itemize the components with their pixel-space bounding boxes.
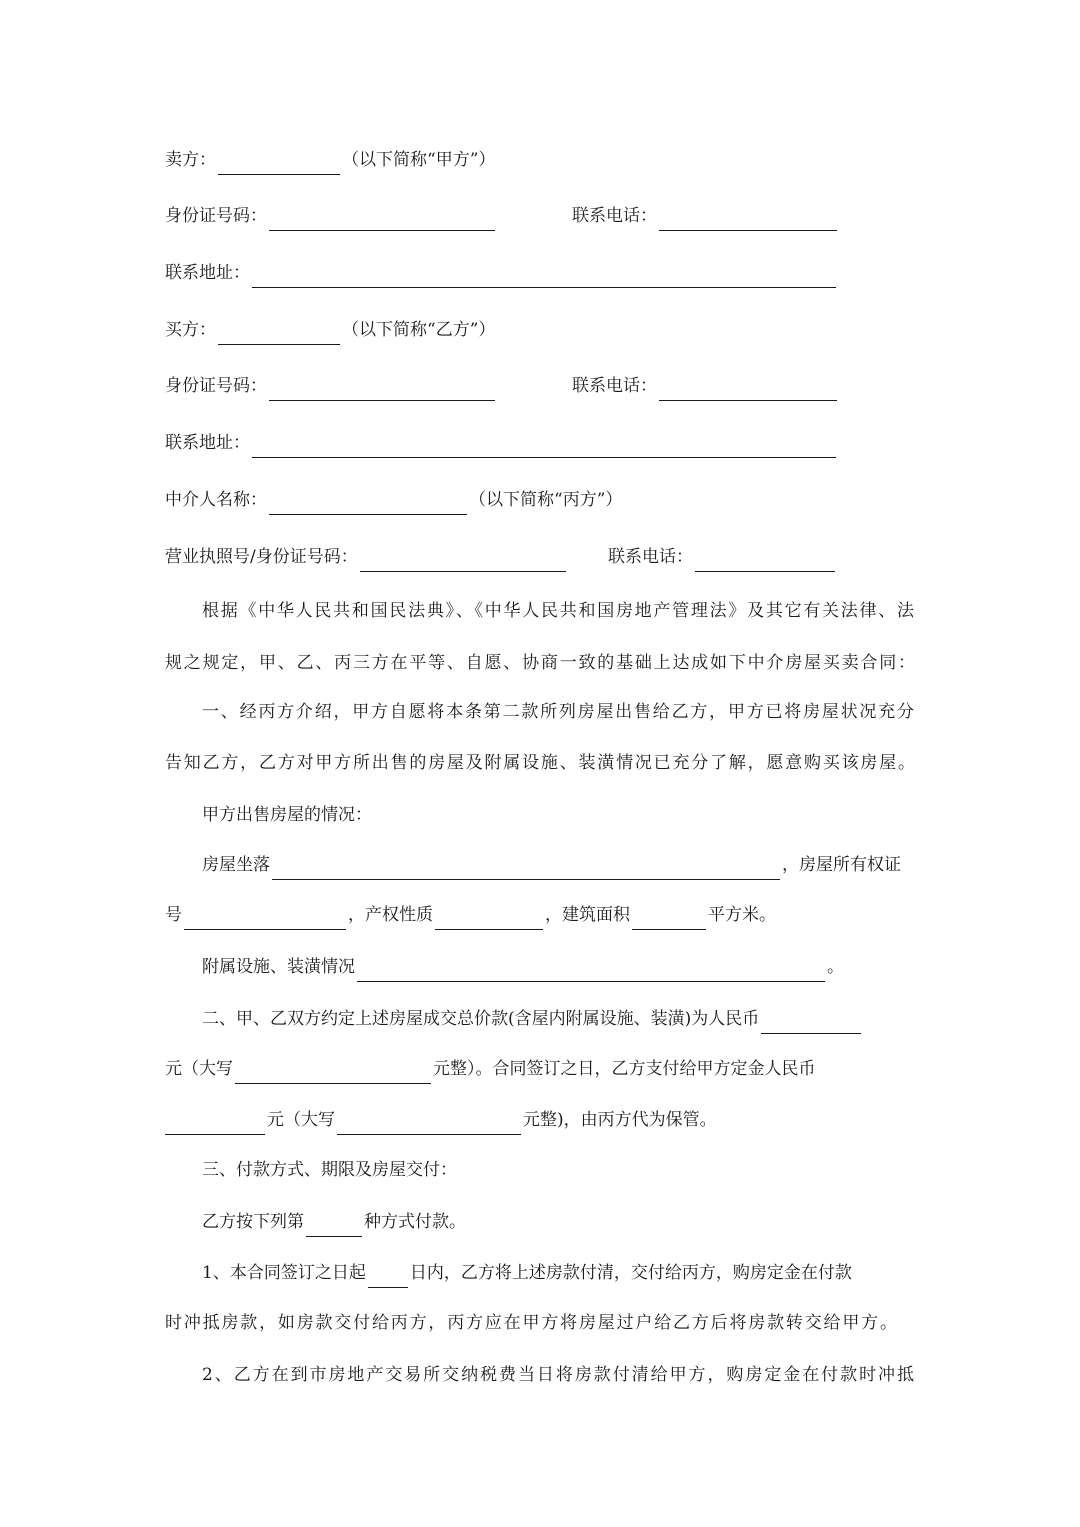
agent-alias: （以下简称“丙方”） (469, 490, 623, 510)
facilities-end: 。 (827, 957, 844, 977)
clause1-text-2: 告知乙方，乙方对甲方所出售的房屋及附属设施、装潢情况已充分了解，愿意购买该房屋。 (165, 753, 915, 773)
seller-line (165, 145, 495, 175)
clause1-line-1 (202, 697, 914, 727)
house-location-line (202, 850, 901, 880)
agent-phone-line (608, 542, 837, 572)
deposit-field[interactable] (165, 1110, 265, 1135)
seller-phone-line (572, 201, 839, 231)
buyer-id-label: 身份证号码： (165, 376, 267, 396)
house-heading (202, 800, 372, 830)
seller-phone-label: 联系电话： (572, 206, 657, 226)
agent-line (165, 485, 622, 515)
item2-text: 2、乙方在到市房地产交易所交纳税费当日将房款付清给甲方，购房定金在付款时冲抵 (202, 1365, 914, 1385)
agent-license-line (165, 542, 568, 572)
seller-phone-field[interactable] (659, 206, 837, 231)
clause1-text-1: 一、经丙方介绍，甲方自愿将本条第二款所列房屋出售给乙方，甲方已将房屋状况充分 (202, 702, 914, 722)
buyer-label: 买方： (165, 320, 216, 340)
clause2-line-3 (165, 1105, 717, 1135)
clause2-text-2a: 元（大写 (165, 1059, 233, 1079)
agent-license-label: 营业执照号/身份证号码： (165, 547, 358, 567)
house-area-label: ，建筑面积 (545, 905, 630, 925)
preamble-line-1 (202, 596, 914, 626)
house-cert-label: ，房屋所有权证 (782, 855, 901, 875)
preamble-text-1: 根据《中华人民共和国民法典》、《中华人民共和国房地产管理法》及其它有关法律、法 (202, 601, 914, 621)
buyer-name-field[interactable] (218, 320, 340, 345)
payment-method-line (202, 1207, 466, 1237)
agent-phone-label: 联系电话： (608, 547, 693, 567)
buyer-address-line (165, 428, 838, 458)
agent-label: 中介人名称： (165, 490, 267, 510)
clause2-text-3a: 元（大写 (267, 1110, 335, 1130)
seller-name-field[interactable] (218, 150, 340, 175)
buyer-address-field[interactable] (252, 433, 836, 458)
house-cert-line (165, 900, 776, 930)
buyer-line (165, 315, 495, 345)
seller-address-label: 联系地址： (165, 263, 250, 283)
total-price-field[interactable] (761, 1009, 861, 1034)
seller-label: 卖方： (165, 150, 216, 170)
clause2-line-2 (165, 1054, 816, 1084)
clause2-line-1 (202, 1004, 863, 1034)
house-nature-field[interactable] (435, 905, 543, 930)
buyer-phone-label: 联系电话： (572, 376, 657, 396)
payment-method-label-b: 种方式付款。 (364, 1212, 466, 1232)
item1-text-2: 时冲抵房款，如房款交付给丙方，丙方应在甲方将房屋过户给乙方后将房款转交给甲方。 (165, 1313, 897, 1333)
buyer-phone-line (572, 371, 839, 401)
item1-text-a: 1、本合同签订之日起 (202, 1263, 366, 1283)
buyer-id-field[interactable] (269, 376, 495, 401)
clause2-text-1: 二、甲、乙双方约定上述房屋成交总价款(含屋内附属设施、装潢)为人民币 (202, 1009, 760, 1029)
payment-method-field[interactable] (306, 1212, 362, 1237)
buyer-address-label: 联系地址： (165, 433, 250, 453)
item1-line-2 (165, 1308, 897, 1338)
facilities-label: 附属设施、装潢情况 (202, 957, 355, 977)
clause2-text-2b: 元整）。合同签订之日，乙方支付给甲方定金人民币 (433, 1059, 816, 1079)
agent-phone-field[interactable] (695, 547, 835, 572)
seller-alias: （以下简称“甲方”） (342, 150, 496, 170)
house-location-field[interactable] (272, 855, 780, 880)
preamble-text-2: 规之规定，甲、乙、丙三方在平等、自愿、协商一致的基础上达成如下中介房屋买卖合同： (165, 653, 915, 673)
house-cert-field[interactable] (184, 905, 346, 930)
preamble-line-2 (165, 648, 915, 678)
item1-line-1 (202, 1258, 852, 1288)
house-location-label: 房屋坐落 (202, 855, 270, 875)
clause3-heading (202, 1155, 457, 1185)
buyer-id-line (165, 371, 497, 401)
house-area-field[interactable] (632, 905, 706, 930)
buyer-phone-field[interactable] (659, 376, 837, 401)
seller-id-field[interactable] (269, 206, 495, 231)
clause3-heading-text: 三、付款方式、期限及房屋交付： (202, 1160, 457, 1180)
seller-address-line (165, 258, 838, 288)
item1-text-b: 日内，乙方将上述房款付清，交付给丙方，购房定金在付款 (409, 1263, 852, 1283)
facilities-line (202, 952, 844, 982)
house-nature-label: ，产权性质 (348, 905, 433, 925)
house-heading-text: 甲方出售房屋的情况： (202, 805, 372, 825)
clause2-text-3b: 元整)，由丙方代为保管。 (523, 1110, 717, 1130)
facilities-field[interactable] (357, 957, 825, 982)
clause1-line-2 (165, 748, 915, 778)
deposit-capital-field[interactable] (337, 1110, 521, 1135)
house-cert-no-label: 号 (165, 905, 182, 925)
total-price-capital-field[interactable] (235, 1059, 431, 1084)
seller-address-field[interactable] (252, 263, 836, 288)
agent-license-field[interactable] (360, 547, 566, 572)
item1-days-field[interactable] (368, 1263, 408, 1288)
seller-id-line (165, 201, 497, 231)
payment-method-label-a: 乙方按下列第 (202, 1212, 304, 1232)
buyer-alias: （以下简称“乙方”） (342, 320, 496, 340)
house-area-unit: 平方米。 (708, 905, 776, 925)
item2-line-1 (202, 1360, 914, 1390)
seller-id-label: 身份证号码： (165, 206, 267, 226)
agent-name-field[interactable] (269, 490, 467, 515)
